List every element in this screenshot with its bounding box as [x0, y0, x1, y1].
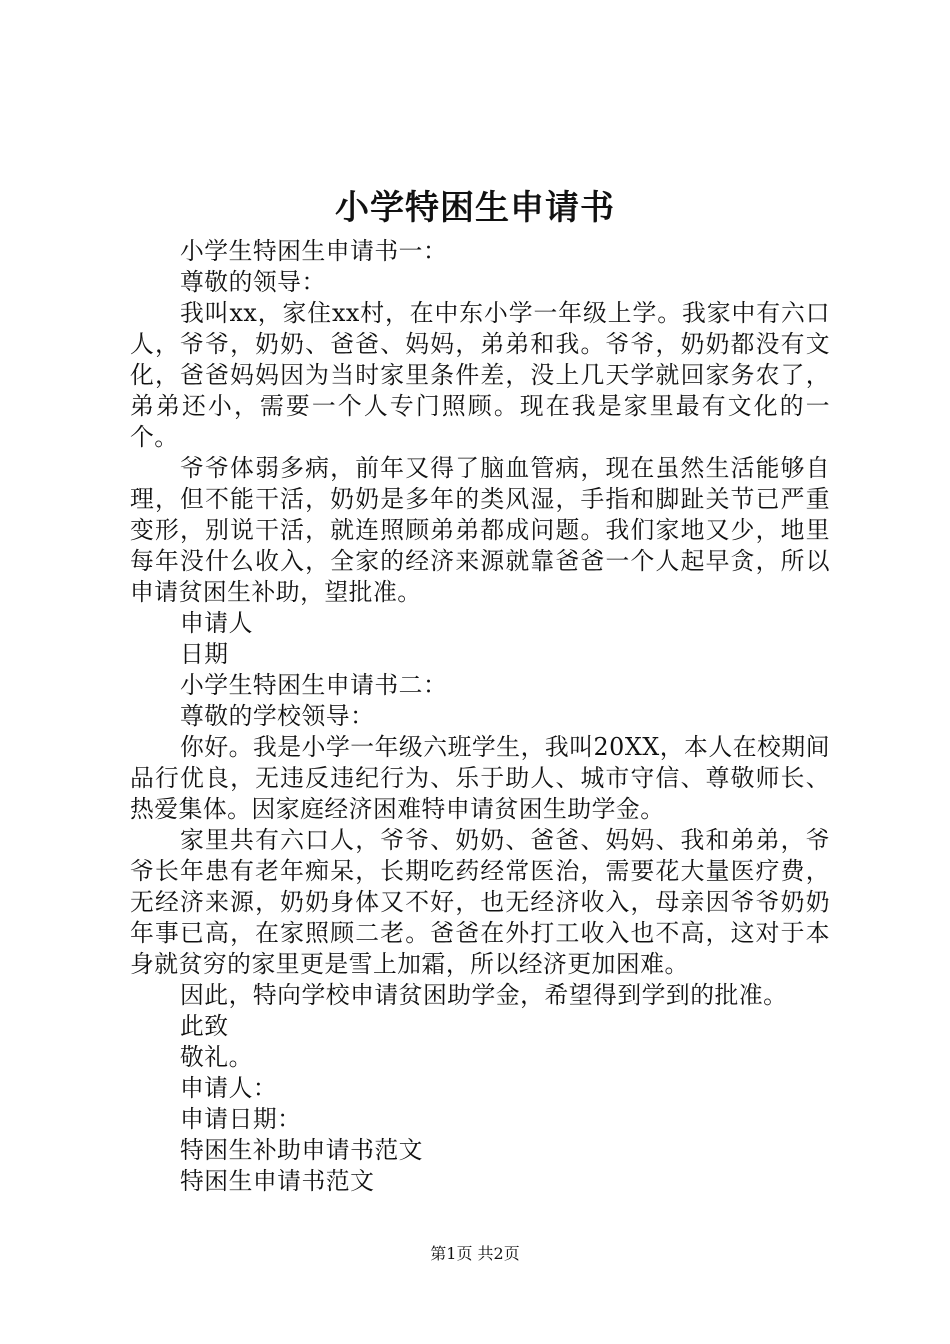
- paragraph: 尊敬的领导：: [180, 268, 326, 296]
- document-title: 小学特困生申请书: [335, 188, 615, 228]
- paragraph: 因此，特向学校申请贫困助学金，希望得到学到的批准。: [180, 981, 788, 1009]
- paragraph: 我叫xx，家住xx村，在中东小学一年级上学。我家中有六口人，爷爷，奶奶、爸爸、妈妈，弟弟和我。爷爷，奶奶都没有文化，爸爸妈妈因为当时家里条件差，没上几天学就回家务农了，弟弟还小，需要一个人专门照顾。现在我是家里最有文化的一个。: [130, 299, 830, 451]
- paragraph: 敬礼。: [180, 1043, 253, 1071]
- paragraph: 尊敬的学校领导：: [180, 702, 375, 730]
- paragraph: 特困生补助申请书范文: [180, 1136, 423, 1164]
- paragraph: 爷爷体弱多病，前年又得了脑血管病，现在虽然生活能够自理，但不能干活，奶奶是多年的类风湿，手指和脚趾关节已严重变形，别说干活，就连照顾弟弟都成问题。我们家地又少，地里每年没什么收入，全家的经济来源就靠爸爸一个人起早贪，所以申请贫困生补助，望批准。: [130, 454, 830, 606]
- paragraph: 小学生特困生申请书一：: [180, 237, 448, 265]
- paragraph: 申请人：: [180, 1074, 278, 1102]
- paragraph: 特困生申请书范文: [180, 1167, 375, 1195]
- paragraph: 小学生特困生申请书二：: [180, 671, 448, 699]
- document-body: [130, 236, 830, 1197]
- paragraph: 家里共有六口人，爷爷、奶奶、爸爸、妈妈、我和弟弟，爷爷长年患有老年痴呆，长期吃药经常医治，需要花大量医疗费，无经济来源，奶奶身体又不好，也无经济收入，母亲因爷爷奶奶年事已高，在家照顾二老。爸爸在外打工收入也不高，这对于本身就贫穷的家里更是雪上加霜，所以经济更加困难。: [130, 826, 830, 978]
- paragraph: 你好。我是小学一年级六班学生，我叫20XX，本人在校期间品行优良，无违反违纪行为、乐于助人、城市守信、尊敬师长、热爱集体。因家庭经济困难特申请贫困生助学金。: [130, 733, 830, 823]
- paragraph: 日期: [180, 640, 229, 668]
- paragraph: 申请日期：: [180, 1105, 302, 1133]
- page-footer: 第1页 共2页: [430, 1244, 520, 1263]
- paragraph: 此致: [180, 1012, 229, 1040]
- paragraph: 申请人: [180, 609, 253, 637]
